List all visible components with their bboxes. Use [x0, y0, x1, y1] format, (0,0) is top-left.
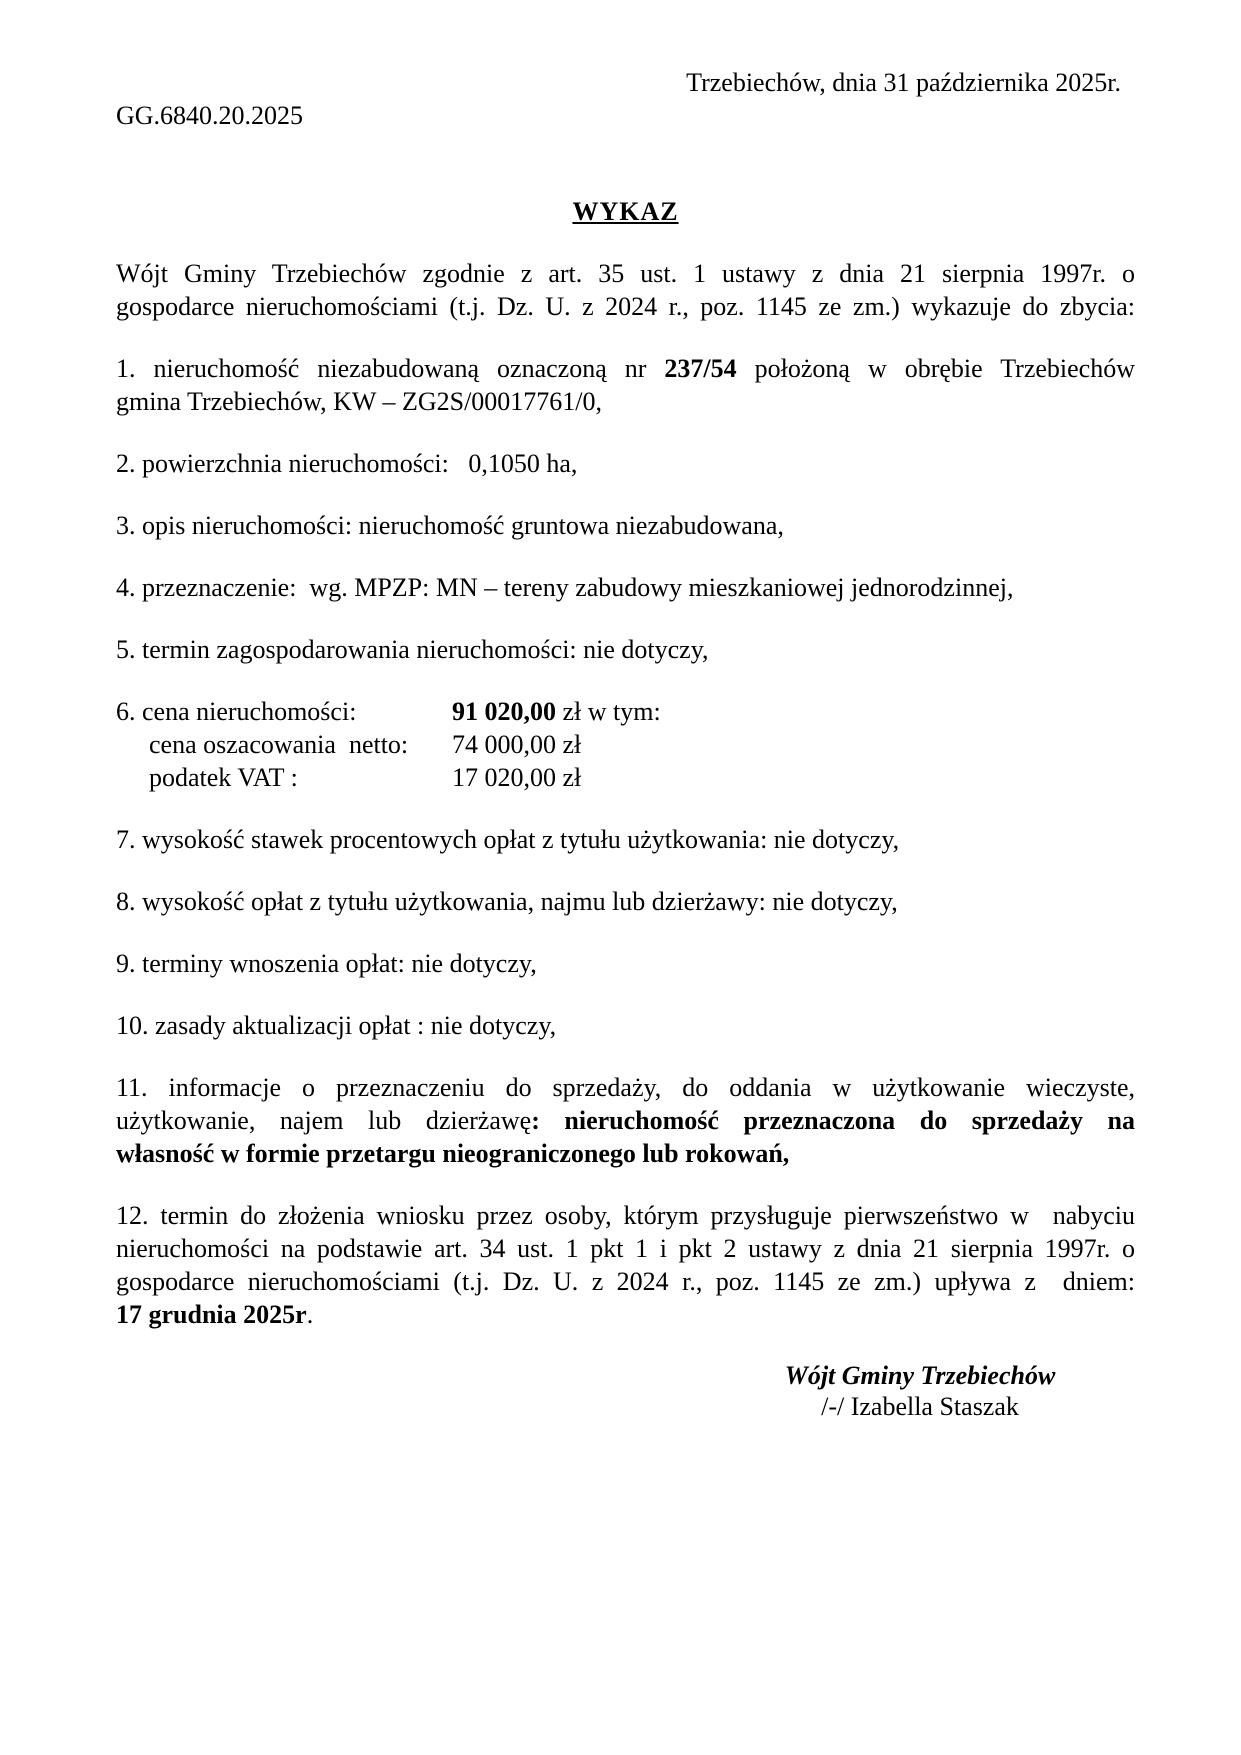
list-item-6-price-table: [116, 695, 1135, 794]
intro-paragraph: [116, 257, 1135, 323]
price-gross-value: [452, 695, 1135, 728]
list-item-12-line-4: [116, 1298, 1135, 1331]
price-gross-label: 6. cena nieruchomości:: [116, 697, 357, 726]
reference-number: GG.6840.20.2025: [116, 101, 304, 130]
deadline-date: 17 grudnia 2025r: [116, 1300, 307, 1329]
price-vat-value: 17 020,00 zł: [452, 763, 582, 792]
document-title: [116, 195, 1135, 228]
item1-text-cont: położoną w obrębie Trzebiechów: [736, 354, 1135, 383]
item1-parcel-number: 237/54: [664, 354, 737, 383]
list-item-4: 4. przeznaczenie: wg. MPZP: MN – tereny zabudowy mieszkaniowej jednorodzinnej,: [116, 573, 1014, 602]
list-item-3: 3. opis nieruchomości: nieruchomość gruntowa niezabudowana,: [116, 511, 784, 540]
intro-line-2: gospodarce nieruchomościami (t.j. Dz. U. z 2024 r., poz. 1145 ze zm.) wykazuje do zbycia:: [116, 292, 1135, 321]
price-vat-label: podatek VAT :: [149, 763, 298, 792]
item11-bold-text: : nieruchomość przeznaczona do sprzedaży na: [531, 1106, 1136, 1135]
list-item-7: 7. wysokość stawek procentowych opłat z tytułu użytkowania: nie dotyczy,: [116, 825, 900, 854]
item1-text: 1. nieruchomość niezabudowaną oznaczoną nr: [116, 354, 665, 383]
intro-line-1: Wójt Gminy Trzebiechów zgodnie z art. 35 ust. 1 ustawy z dnia 21 sierpnia 1997r. o: [116, 259, 1135, 288]
deadline-period: .: [306, 1300, 314, 1329]
price-net-value: 74 000,00 zł: [452, 730, 582, 759]
list-item-2: 2. powierzchnia nieruchomości: 0,1050 ha,: [116, 449, 578, 478]
list-item-1-line-1: [116, 352, 1135, 385]
price-net-label: cena oszacowania netto:: [149, 730, 409, 759]
price-row-vat: [116, 761, 1135, 794]
list-item-12-line-1: 12. termin do złożenia wniosku przez osoby, którym przysługuje pierwszeństwo w nabyciu: [116, 1201, 1135, 1230]
signature-block: [710, 1360, 1130, 1422]
list-item-11-line-2: [116, 1104, 1135, 1137]
list-item-11-line-3: własność w formie przetargu nieograniczonego lub rokowań,: [116, 1139, 790, 1168]
list-item-12: [116, 1199, 1135, 1331]
list-item-10: 10. zasady aktualizacji opłat : nie dotyczy,: [116, 1011, 557, 1040]
item11-text: użytkowanie, najem lub dzierżawę: [116, 1106, 532, 1135]
list-item-8: 8. wysokość opłat z tytułu użytkowania, najmu lub dzierżawy: nie dotyczy,: [116, 887, 898, 916]
signature-role: Wójt Gminy Trzebiechów: [784, 1361, 1056, 1390]
price-gross-suffix: zł w tym:: [556, 697, 661, 726]
list-item-5: 5. termin zagospodarowania nieruchomości: nie dotyczy,: [116, 635, 709, 664]
list-item-1-line-2: gmina Trzebiechów, KW – ZG2S/00017761/0,: [116, 387, 603, 416]
list-item-11-line-1: 11. informacje o przeznaczeniu do sprzedaży, do oddania w użytkowanie wieczyste,: [116, 1073, 1135, 1102]
date-line: Trzebiechów, dnia 31 października 2025r.: [686, 68, 1121, 97]
list-item-1: [116, 352, 1135, 418]
list-item-11: [116, 1071, 1135, 1170]
list-item-12-line-2: nieruchomości na podstawie art. 34 ust. 1 pkt 1 i pkt 2 ustawy z dnia 21 sierpnia 1997r. o: [116, 1234, 1135, 1263]
document-title-text: WYKAZ: [572, 197, 679, 226]
list-item-12-line-3: gospodarce nieruchomościami (t.j. Dz. U. z 2024 r., poz. 1145 ze zm.) upływa z dniem:: [116, 1267, 1135, 1296]
signature-name: /-/ Izabella Staszak: [821, 1392, 1019, 1421]
price-row-gross: [116, 695, 1135, 728]
list-item-9: 9. terminy wnoszenia opłat: nie dotyczy,: [116, 949, 537, 978]
price-gross-amount: 91 020,00: [452, 697, 556, 726]
price-row-net: [116, 728, 1135, 761]
